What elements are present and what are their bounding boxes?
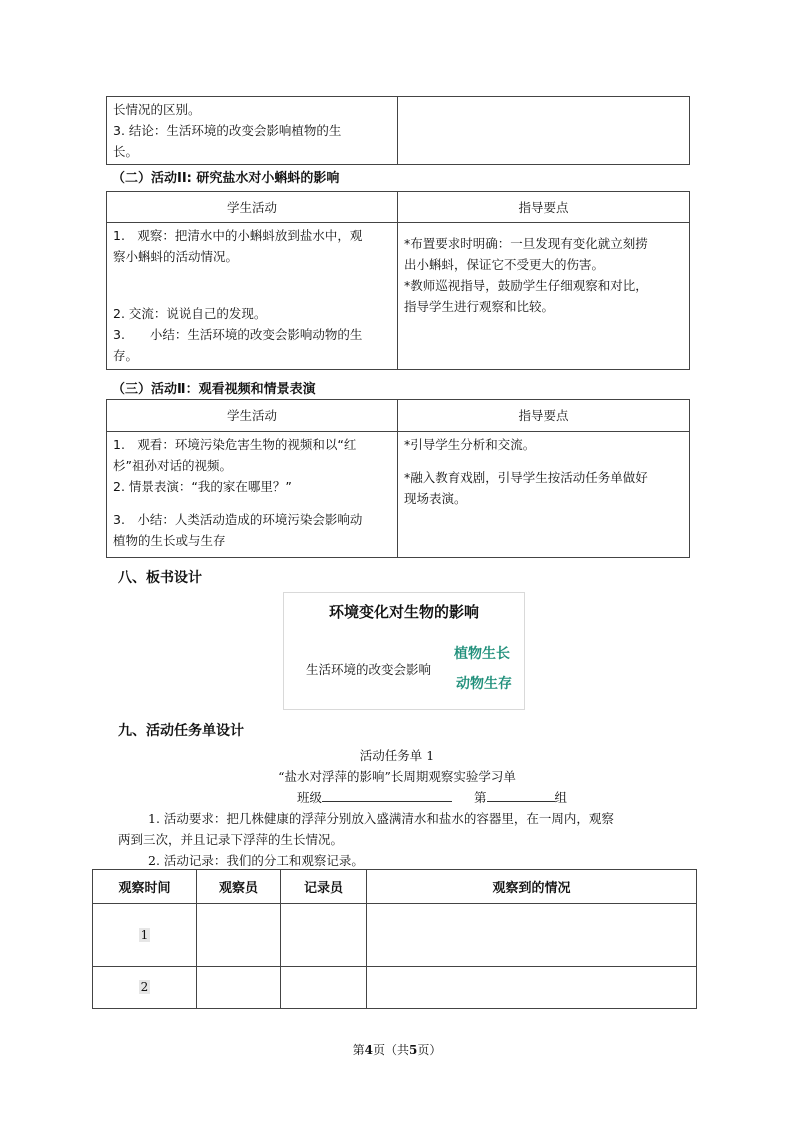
text-line: 长情况的区别。 bbox=[113, 102, 201, 117]
text-line: 现场表演。 bbox=[404, 491, 467, 506]
class-label: 班级 bbox=[297, 790, 323, 805]
text-line: 1. 观看：环境污染危害生物的视频和以“红 bbox=[113, 437, 357, 452]
recorder-cell[interactable] bbox=[281, 967, 367, 1009]
column-header: 学生活动 bbox=[107, 400, 398, 432]
group-prefix: 第 bbox=[473, 790, 487, 805]
section-3-table bbox=[106, 399, 690, 558]
page-total: 5 bbox=[409, 1043, 418, 1057]
section-3-title: （三）活动Ⅱ：观看视频和情景表演 bbox=[112, 382, 316, 397]
text-line: 1. 观察：把清水中的小蝌蚪放到盐水中，观 bbox=[113, 228, 363, 243]
column-header: 观察时间 bbox=[93, 870, 197, 904]
board-branch-animal: 动物生存 bbox=[456, 676, 512, 692]
text-line: 出小蝌蚪，保证它不受更大的伤害。 bbox=[404, 257, 605, 272]
text-line: 3. 小结：生活环境的改变会影响动物的生 bbox=[113, 327, 363, 342]
page-number: 4 bbox=[364, 1043, 373, 1057]
column-header: 指导要点 bbox=[398, 192, 690, 223]
column-header: 指导要点 bbox=[398, 400, 690, 432]
group-blank bbox=[487, 788, 555, 802]
student-activity-cell bbox=[107, 432, 398, 558]
footer-middle: 页（共 bbox=[372, 1043, 409, 1057]
board-branch-plant: 植物生长 bbox=[454, 646, 510, 662]
observed-cell[interactable] bbox=[367, 904, 697, 967]
column-header: 学生活动 bbox=[107, 192, 398, 223]
class-group-line bbox=[297, 788, 567, 806]
table-row bbox=[93, 967, 697, 1009]
guidance-cell bbox=[398, 223, 690, 370]
text-line: 杉”祖孙对话的视频。 bbox=[113, 458, 232, 473]
blackboard-design bbox=[283, 592, 525, 710]
section-2-title: （二）活动II: 研究盐水对小蝌蚪的影响 bbox=[112, 171, 340, 186]
observer-cell[interactable] bbox=[197, 904, 281, 967]
sheet-title: 活动任务单 1 bbox=[359, 748, 435, 763]
section-2-table bbox=[106, 191, 690, 370]
text-line: 2. 交流：说说自己的发现。 bbox=[113, 306, 267, 321]
text-line: 3. 小结：人类活动造成的环境污染会影响动 bbox=[113, 512, 363, 527]
student-activity-cell bbox=[107, 223, 398, 370]
top-table bbox=[106, 96, 690, 165]
text-line: 植物的生长或与生存 bbox=[113, 533, 226, 548]
group-suffix: 组 bbox=[554, 790, 568, 805]
footer-suffix: 页） bbox=[417, 1043, 442, 1057]
table-row bbox=[93, 904, 697, 967]
text-line: *融入教育戏剧，引导学生按活动任务单做好 bbox=[404, 470, 648, 485]
top-table-right-cell bbox=[398, 97, 690, 165]
guidance-cell bbox=[398, 432, 690, 558]
observation-number: 2 bbox=[140, 980, 149, 994]
class-blank bbox=[322, 788, 452, 802]
observation-number: 1 bbox=[140, 927, 149, 942]
observer-cell[interactable] bbox=[197, 967, 281, 1009]
column-header: 观察员 bbox=[197, 870, 281, 904]
footer-prefix: 第 bbox=[352, 1043, 365, 1057]
text-line: 3. 结论：生活环境的改变会影响植物的生 bbox=[113, 123, 342, 138]
column-header: 观察到的情况 bbox=[367, 870, 697, 904]
sheet-subtitle: “盐水对浮萍的影响”长周期观察实验学习单 bbox=[278, 769, 516, 784]
text-line: 2. 情景表演：“我的家在哪里？” bbox=[113, 479, 292, 494]
observation-time-cell bbox=[93, 967, 197, 1009]
recorder-cell[interactable] bbox=[281, 904, 367, 967]
record-line: 2. 活动记录：我们的分工和观察记录。 bbox=[148, 853, 364, 868]
board-left-text: 生活环境的改变会影响 bbox=[306, 662, 432, 677]
text-line: 存。 bbox=[113, 348, 139, 363]
text-line: *布置要求时明确：一旦发现有变化就立刻捞 bbox=[404, 236, 648, 251]
text-line: *教师巡视指导，鼓励学生仔细观察和对比， bbox=[404, 278, 648, 293]
text-line: 察小蝌蚪的活动情况。 bbox=[113, 249, 239, 264]
section-9-title: 九、活动任务单设计 bbox=[118, 723, 244, 739]
board-title: 环境变化对生物的影响 bbox=[328, 603, 479, 621]
observation-record-table bbox=[92, 869, 697, 1009]
requirement-line-2: 两到三次，并且记录下浮萍的生长情况。 bbox=[118, 832, 344, 847]
observation-time-cell bbox=[93, 904, 197, 967]
observed-cell[interactable] bbox=[367, 967, 697, 1009]
top-table-left-cell bbox=[107, 97, 398, 165]
text-line: 指导学生进行观察和比较。 bbox=[404, 299, 555, 314]
text-line: 长。 bbox=[113, 144, 139, 159]
column-header: 记录员 bbox=[281, 870, 367, 904]
text-line: *引导学生分析和交流。 bbox=[404, 437, 536, 452]
page-footer bbox=[0, 1041, 794, 1058]
requirement-line-1: 1. 活动要求：把几株健康的浮萍分别放入盛满清水和盐水的容器里，在一周内，观察 bbox=[148, 811, 614, 826]
section-8-title: 八、板书设计 bbox=[118, 570, 202, 586]
